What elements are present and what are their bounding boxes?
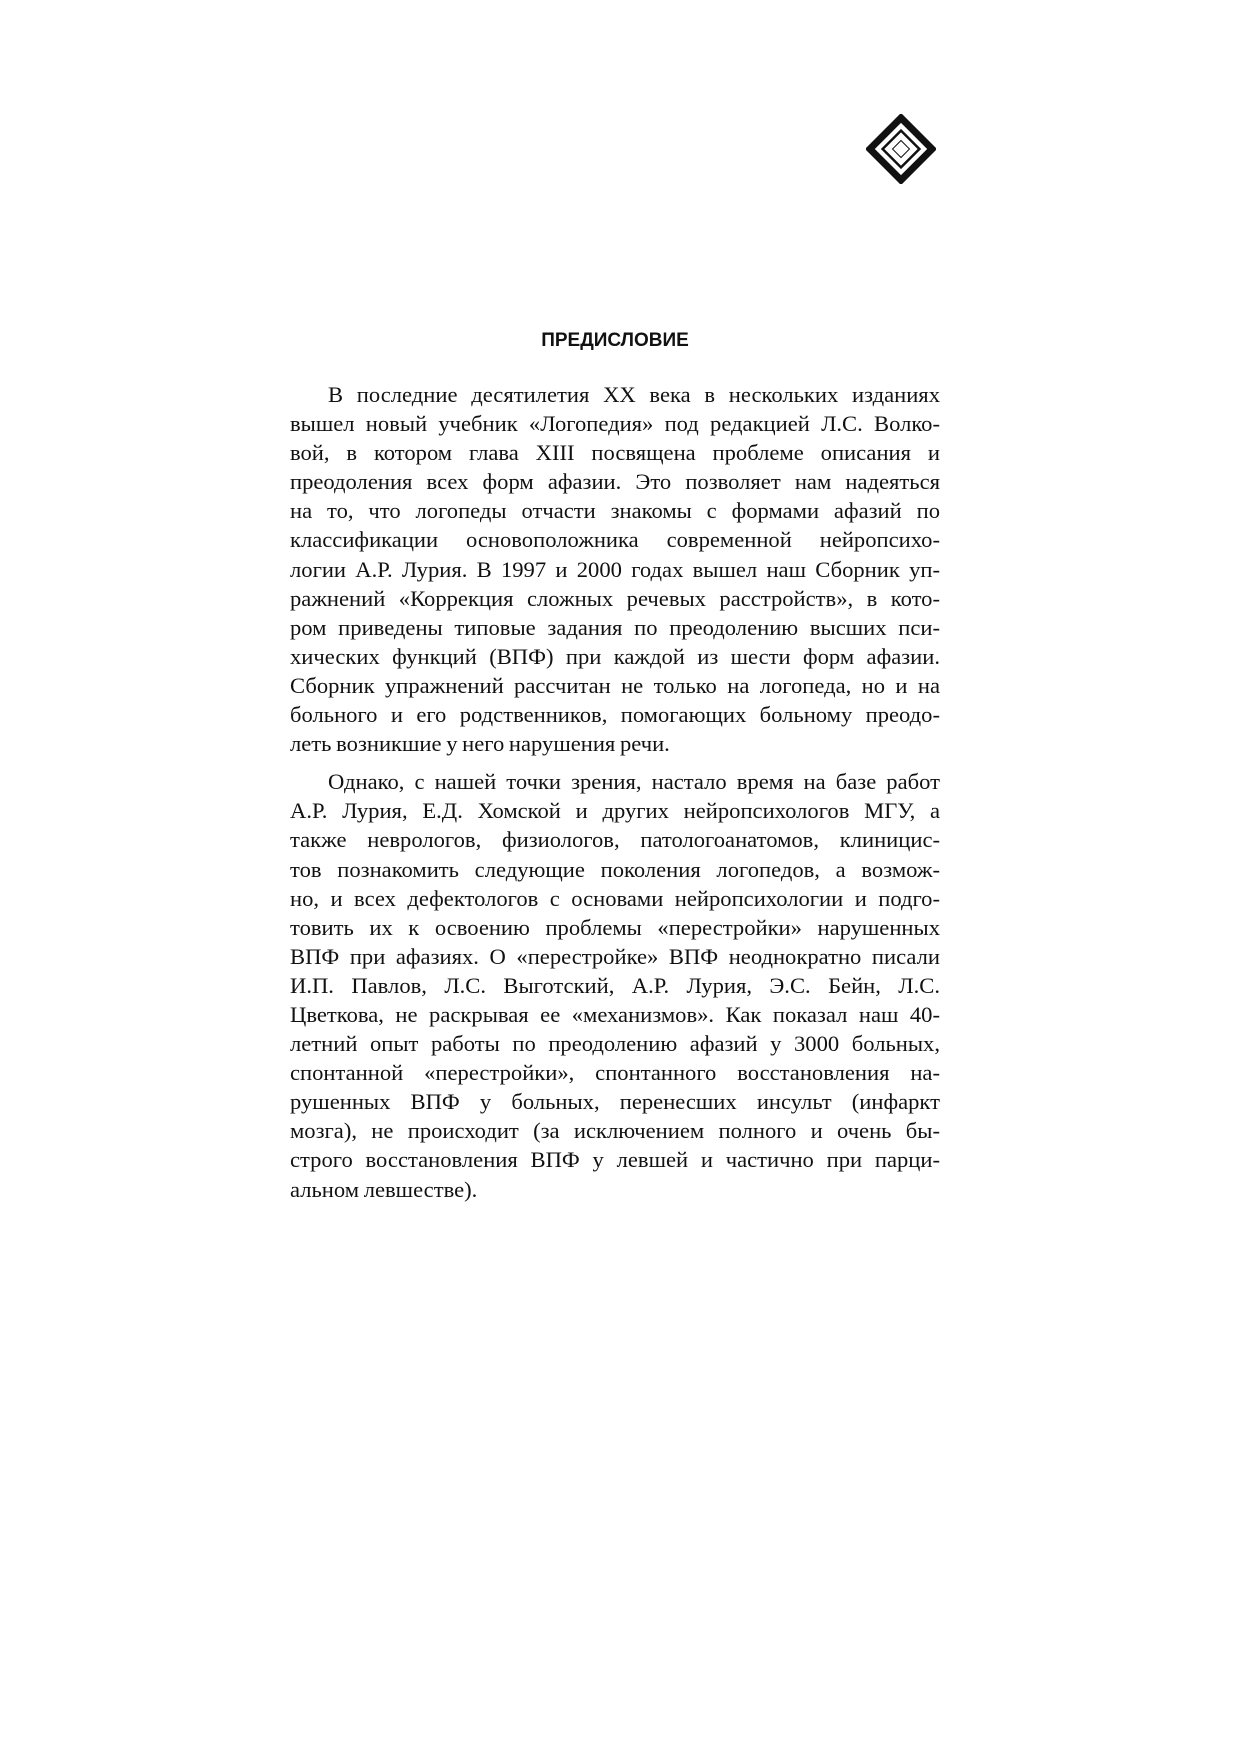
page-title: ПРЕДИСЛОВИЕ: [541, 330, 689, 351]
text-line: товить их к освоению проблемы «перестройки» нарушенных: [290, 914, 940, 940]
text-line: В последние десятилетия XX века в нескольких изданиях: [328, 382, 940, 407]
text-line: классификации основоположника современной нейропсихо-: [290, 527, 940, 553]
text-line: преодоления всех форм афазии. Это позволяет нам надеяться: [290, 469, 940, 495]
text-line: но, и всех дефектологов с основами нейропсихологии и подго-: [290, 885, 940, 911]
text-line: Цветкова, не раскрывая ее «механизмов». Как показал наш 40-: [290, 1001, 940, 1027]
text-line: на то, что логопеды отчасти знакомы с формами афазий по: [290, 498, 940, 524]
text-line: вышел новый учебник «Логопедия» под редакцией Л.С. Волко-: [290, 411, 940, 437]
text-line: мозга), не происходит (за исключением полного и очень бы-: [290, 1118, 940, 1144]
text-line: спонтанной «перестройки», спонтанного восстановления на-: [290, 1060, 940, 1086]
text-line: рушенных ВПФ у больных, перенесших инсульт (инфаркт: [290, 1089, 940, 1115]
text-line: больного и его родственников, помогающих больному преодо-: [290, 702, 940, 728]
text-line: ром приведены типовые задания по преодолению высших пси-: [290, 614, 940, 640]
diamond-ornament-icon: [866, 114, 936, 184]
text-line: вой, в котором глава XIII посвящена проблеме описания и: [290, 440, 940, 466]
text-line: А.Р. Лурия, Е.Д. Хомской и других нейропсихологов МГУ, а: [290, 798, 940, 824]
paragraph-2: [290, 767, 940, 1203]
text-line: летний опыт работы по преодолению афазий у 3000 больных,: [290, 1031, 940, 1057]
paragraph-1: [290, 380, 940, 758]
body-text: [290, 380, 940, 1204]
text-line: ВПФ при афазиях. О «перестройке» ВПФ неоднократно писали: [290, 943, 940, 969]
text-line: Сборник упражнений рассчитан не только на логопеда, но и на: [290, 672, 940, 698]
text-line: альном левшестве).: [290, 1176, 478, 1202]
text-line: леть возникшие у него нарушения речи.: [290, 731, 670, 757]
text-line: хических функций (ВПФ) при каждой из шести форм афазии.: [290, 643, 940, 669]
text-line: ражнений «Коррекция сложных речевых расстройств», в кото-: [290, 585, 940, 611]
text-line: также неврологов, физиологов, патологоанатомов, клиницис-: [290, 827, 940, 853]
paragraph-gap: [290, 758, 940, 767]
text-line: тов познакомить следующие поколения логопедов, а возмож-: [290, 856, 940, 882]
text-line: Однако, с нашей точки зрения, настало время на базе работ: [328, 769, 940, 795]
text-line: логии А.Р. Лурия. В 1997 и 2000 годах вышел наш Сборник уп-: [290, 556, 940, 582]
text-line: строго восстановления ВПФ у левшей и частично при парци-: [290, 1147, 940, 1173]
text-line: И.П. Павлов, Л.С. Выготский, А.Р. Лурия, Э.С. Бейн, Л.С.: [290, 972, 940, 998]
